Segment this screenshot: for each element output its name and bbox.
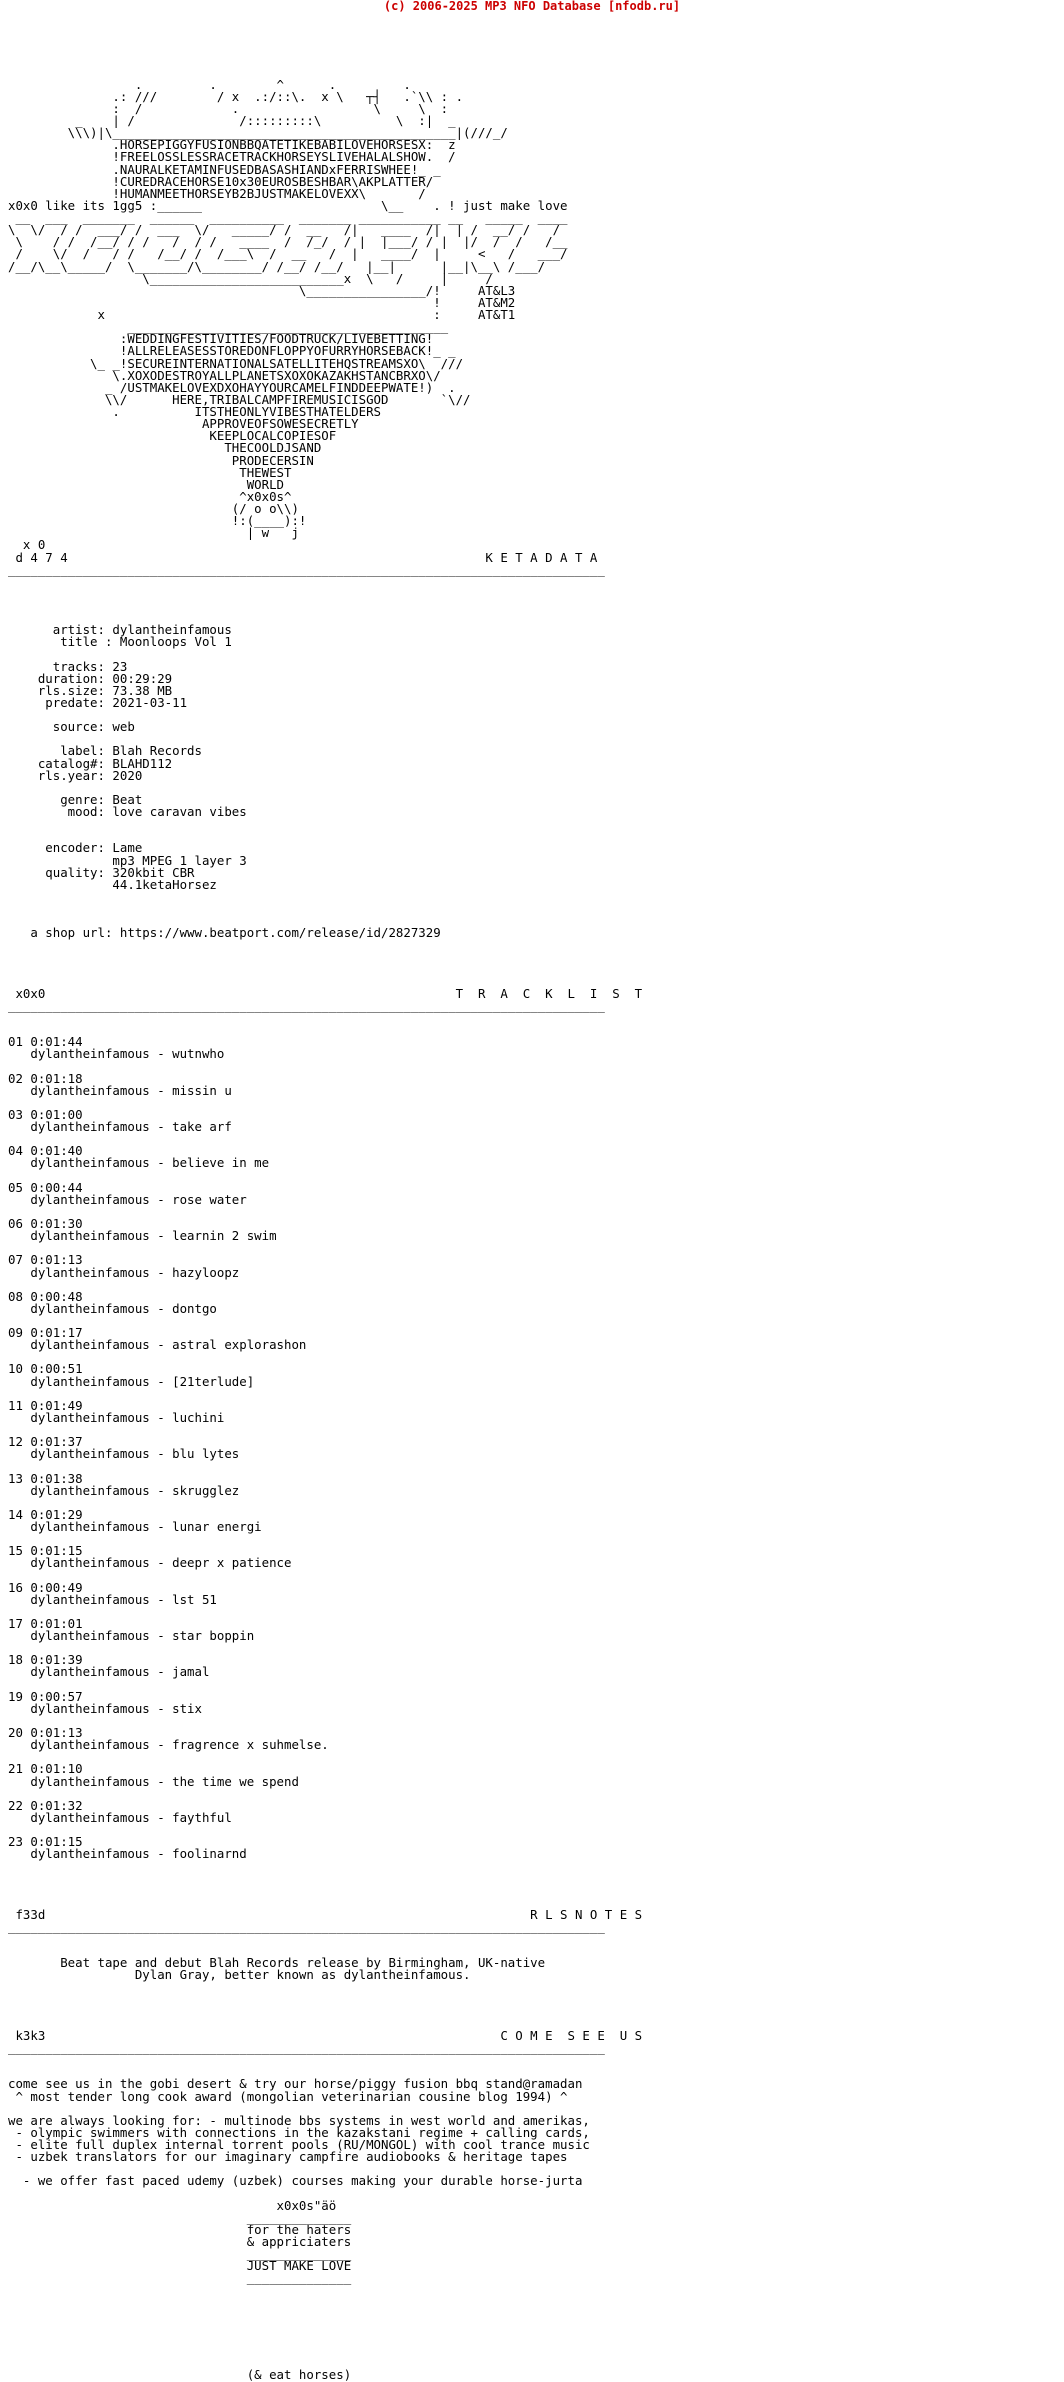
nfo-line [8, 1012, 642, 1024]
nfo-line: 15 0:01:15 [8, 1543, 83, 1559]
nfo-line [8, 1024, 642, 1036]
nfo-line: \________________/! AT&L3 [8, 282, 516, 298]
nfo-line [8, 2309, 642, 2321]
nfo-line: dylantheinfamous - rose water [8, 1191, 247, 1207]
nfo-line: PRODECERSIN [8, 452, 314, 468]
nfo-line: \\\)|\______________________________________________|(///_/ [8, 125, 508, 141]
nfo-line [8, 2054, 642, 2066]
nfo-line: predate: 2021-03-11 [8, 694, 188, 710]
nfo-line: 05 0:00:44 [8, 1179, 83, 1195]
nfo-line [8, 903, 642, 915]
nfo-line: mp3 MPEG 1 layer 3 [8, 852, 247, 868]
nfo-text [8, 6, 642, 2381]
nfo-line: dylantheinfamous - the time we spend [8, 1773, 299, 1789]
nfo-line: ________________________________________________________________________________ [8, 997, 605, 1013]
nfo-line [8, 1824, 642, 1836]
nfo-line: _ | / /:::::::::\ \ :| _ [8, 113, 456, 129]
nfo-line: d 4 7 4 K E T A D A T A [8, 549, 598, 565]
nfo-line: \.XOXODESTROYALLPLANETSXOXOKAZAKHSTANCBRXO\/ [8, 367, 441, 383]
nfo-line: .HORSEPIGGYFUSIONBBQATETIKEBABILOVEHORSESX: z [8, 137, 456, 153]
nfo-line: tracks: 23 [8, 658, 128, 674]
nfo-line: rls.size: 73.38 MB [8, 682, 173, 698]
nfo-line [8, 1097, 642, 1109]
nfo-line [8, 1715, 642, 1727]
nfo-line: \ / / /__/ / / / / / ____ / /_/ / | |___/ / | |/ / / /__ [8, 234, 568, 250]
nfo-line: 23 0:01:15 [8, 1834, 83, 1850]
nfo-line: source: web [8, 719, 135, 735]
nfo-line [8, 1642, 642, 1654]
nfo-line: 13 0:01:38 [8, 1470, 83, 1486]
nfo-line [8, 1885, 642, 1897]
nfo-line[interactable]: a shop url: https://www.beatport.com/release/id/2827329 [8, 925, 441, 941]
nfo-line [8, 1679, 642, 1691]
nfo-line: / \/ / / / /__/ / /___\ / __ / | ____/ | < / ___/ [8, 246, 568, 262]
nfo-line [8, 1133, 642, 1145]
nfo-line: duration: 00:29:29 [8, 670, 173, 686]
nfo-line [8, 1994, 642, 2006]
nfo-line [8, 2333, 642, 2345]
nfo-line [8, 2297, 642, 2309]
nfo-line: 20 0:01:13 [8, 1725, 83, 1741]
nfo-line [8, 1060, 642, 1072]
nfo-line: dylantheinfamous - learnin 2 swim [8, 1228, 277, 1244]
nfo-line: Dylan Gray, better known as dylantheinfamous. [8, 1967, 471, 1983]
nfo-line: 18 0:01:39 [8, 1652, 83, 1668]
nfo-line: catalog#: BLAHD112 [8, 755, 173, 771]
nfo-line: dylantheinfamous - blu lytes [8, 1446, 240, 1462]
nfo-line: dylantheinfamous - missin u [8, 1082, 232, 1098]
nfo-line [8, 2285, 642, 2297]
nfo-line [8, 939, 642, 951]
nfo-line: \__________________________x \ / | / [8, 270, 493, 286]
nfo-line: .: /// / x .:/::\. x \ ┬┤ .`\\ : . [8, 88, 464, 104]
nfo-line: dylantheinfamous - astral explorashon [8, 1337, 307, 1353]
nfo-line: 06 0:01:30 [8, 1216, 83, 1232]
nfo-line: Beat tape and debut Blah Records release by Birmingham, UK-native [8, 1955, 546, 1971]
nfo-line: come see us in the gobi desert & try our horse/piggy fusion bbq stand@ramadan [8, 2076, 583, 2092]
nfodb-copyright-banner: (c) 2006-2025 MP3 NFO Database [nfodb.ru] [383, 0, 681, 13]
nfo-line [8, 6, 642, 18]
nfo-line: ________________________________________________________________________________ [8, 561, 605, 577]
nfo-line: - uzbek translators for our imaginary campfire audiobooks & heritage tapes [8, 2149, 568, 2165]
nfo-line [8, 30, 642, 42]
nfo-line [8, 1242, 642, 1254]
nfo-line: dylantheinfamous - lst 51 [8, 1591, 217, 1607]
nfo-line: | w j [8, 525, 299, 541]
nfo-line: dylantheinfamous - deepr x patience [8, 1555, 292, 1571]
nfo-line [8, 588, 642, 600]
nfo-line: 44.1ketaHorsez [8, 876, 217, 892]
nfo-line: __ ___ _______ ______ __________ _______ ___________ __ _____ ____ [8, 210, 568, 226]
nfo-line [8, 18, 642, 30]
nfo-line: label: Blah Records [8, 743, 202, 759]
nfo-line: x0x0 T R A C K L I S T [8, 985, 643, 1001]
nfo-line: :WEDDINGFESTIVITIES/FOODTRUCK/LIVEBETTING! [8, 331, 434, 347]
nfo-line: THEWEST [8, 464, 292, 480]
nfo-line: 19 0:00:57 [8, 1688, 83, 1704]
nfo-line: quality: 320kbit CBR [8, 864, 195, 880]
nfo-line: for the haters [8, 2221, 352, 2237]
nfo-line: .NAURALKETAMINFUSEDBASASHIANDxFERRISWHEE!_ _ [8, 161, 441, 177]
nfo-line: x 0 [8, 537, 46, 553]
nfo-line: dylantheinfamous - hazyloopz [8, 1264, 240, 1280]
nfo-line: ___________________________________________ [8, 319, 449, 335]
nfo-line [8, 1533, 642, 1545]
nfo-line: . ITSTHEONLYVIBESTHATELDERS [8, 404, 381, 420]
nfo-line [8, 1279, 642, 1291]
nfo-line: & appriciaters [8, 2234, 352, 2250]
nfo-line: \_ _!SECUREINTERNATIONALSATELLITEHQSTREAMSXO\ /// [8, 355, 464, 371]
nfo-line [8, 1460, 642, 1472]
nfo-line: ! AT&M2 [8, 294, 516, 310]
nfo-line: 07 0:01:13 [8, 1252, 83, 1268]
nfo-line: ^x0x0s^ [8, 488, 292, 504]
nfo-line [8, 576, 642, 588]
nfo-line: !ALLRELEASESSTOREDONFLOPPYOFURRYHORSEBACK!_ _ [8, 343, 456, 359]
nfo-line [8, 1388, 642, 1400]
nfo-line: mood: love caravan vibes [8, 804, 247, 820]
nfo-line: dylantheinfamous - luchini [8, 1409, 225, 1425]
nfo-line [8, 2357, 642, 2369]
nfo-line [8, 2006, 642, 2018]
nfo-line: JUST MAKE LOVE [8, 2258, 352, 2274]
nfo-line: 12 0:01:37 [8, 1434, 83, 1450]
nfo-line: ________________________________________________________________________________ [8, 1918, 605, 1934]
nfo-line [8, 818, 642, 830]
nfo-line: dylantheinfamous - [21terlude] [8, 1373, 255, 1389]
nfo-line: THECOOLDJSAND [8, 440, 322, 456]
nfo-line: (& eat horses) [8, 2367, 352, 2382]
nfo-line: dylantheinfamous - dontgo [8, 1300, 217, 1316]
nfo-line: : / . \ \ : [8, 100, 449, 116]
nfo-line: ______________ [8, 2209, 352, 2225]
nfo-line: f33d R L S N O T E S [8, 1906, 643, 1922]
nfo-line: !:(____):! [8, 513, 307, 529]
nfo-line: dylantheinfamous - skrugglez [8, 1482, 240, 1498]
nfo-line [8, 1570, 642, 1582]
nfo-line: 10 0:00:51 [8, 1361, 83, 1377]
nfo-line: 17 0:01:01 [8, 1615, 83, 1631]
nfo-line [8, 964, 642, 976]
nfo-line: APPROVEOFSOWESECRETLY [8, 416, 359, 432]
nfo-line [8, 1351, 642, 1363]
nfo-line: - olympic swimmers with connections in the kazakstani regime + calling cards, [8, 2124, 590, 2140]
nfo-line: /__/\__\_____/ \_______/\________/ /__/ /__/ |__| |__|\__\ /___/ [8, 258, 546, 274]
nfo-line [8, 42, 642, 54]
nfo-line: we are always looking for: - multinode bbs systems in west world and amerikas, [8, 2112, 590, 2128]
nfo-line: 16 0:00:49 [8, 1579, 83, 1595]
nfo-line: !HUMANMEETHORSEYB2BJUSTMAKELOVEXX\ / [8, 185, 426, 201]
nfo-line [8, 1497, 642, 1509]
nfo-line: dylantheinfamous - wutnwho [8, 1046, 225, 1062]
nfo-line: 21 0:01:10 [8, 1761, 83, 1777]
nfo-line [8, 1788, 642, 1800]
nfo-line: ^ most tender long cook award (mongolian veterinarian cousine blog 1994) ^ [8, 2088, 568, 2104]
nfo-line: (/ o o\\) [8, 501, 299, 517]
nfo-line: dylantheinfamous - fragrence x suhmelse. [8, 1737, 329, 1753]
nfo-line: - we offer fast paced udemy (uzbek) courses making your durable horse-jurta [8, 2173, 583, 2189]
nfo-line [8, 891, 642, 903]
nfo-line: k3k3 C O M E S E E U S [8, 2027, 643, 2043]
nfo-line: x0x0 like its 1gg5 :______ \__ . ! just make love [8, 197, 568, 213]
nfo-line: 03 0:01:00 [8, 1106, 83, 1122]
nfo-line: title : Moonloops Vol 1 [8, 634, 232, 650]
nfo-line: x : AT&T1 [8, 307, 516, 323]
nfo-line: WORLD [8, 476, 285, 492]
nfo-line [8, 1606, 642, 1618]
nfo-line: ________________________________________________________________________________ [8, 2040, 605, 2056]
nfo-line: encoder: Lame [8, 840, 143, 856]
nfo-line [8, 600, 642, 612]
nfo-line: _ /USTMAKELOVEXDXOHAYYOURCAMELFINDDEEPWATE!) . [8, 379, 456, 395]
nfo-line: \\/ HERE,TRIBALCAMPFIREMUSICISGOD `\// [8, 391, 471, 407]
nfo-line: 09 0:01:17 [8, 1325, 83, 1341]
nfo-line [8, 951, 642, 963]
nfo-line: dylantheinfamous - take arf [8, 1119, 232, 1135]
nfo-line: dylantheinfamous - foolinarnd [8, 1846, 247, 1862]
nfo-line: genre: Beat [8, 791, 143, 807]
nfo-line: dylantheinfamous - star boppin [8, 1628, 255, 1644]
nfo-line [8, 54, 642, 66]
nfo-line [8, 1424, 642, 1436]
nfo-line [8, 1206, 642, 1218]
nfo-line: KEEPLOCALCOPIESOF [8, 428, 337, 444]
nfo-line: ______________ [8, 2246, 352, 2262]
nfo-line: !FREELOSSLESSRACETRACKHORSEYSLIVEHALALSHOW. / [8, 149, 456, 165]
nfo-line [8, 2321, 642, 2333]
nfo-line: dylantheinfamous - faythful [8, 1809, 232, 1825]
nfo-line: artist: dylantheinfamous [8, 622, 232, 638]
nfo-line: - elite full duplex internal torrent pools (RU/MONGOL) with cool trance music [8, 2137, 590, 2153]
nfo-line: ______________ [8, 2270, 352, 2286]
nfo-line [8, 1751, 642, 1763]
nfo-line: rls.year: 2020 [8, 767, 143, 783]
nfo-line [8, 1315, 642, 1327]
nfo-line: 04 0:01:40 [8, 1143, 83, 1159]
nfo-line [8, 1873, 642, 1885]
nfo-line: dylantheinfamous - jamal [8, 1664, 210, 1680]
nfo-line: 11 0:01:49 [8, 1397, 83, 1413]
nfo-line: dylantheinfamous - believe in me [8, 1155, 270, 1171]
nfo-line [8, 2345, 642, 2357]
nfo-line: \ \/ / / ___/ / ___ \/ _____/ / __ /| ____ /| | / __/ / / [8, 222, 561, 238]
nfo-line: . . ^ . . [8, 76, 411, 92]
nfo-line: 08 0:00:48 [8, 1288, 83, 1304]
nfo-line: dylantheinfamous - lunar energi [8, 1519, 262, 1535]
nfo-line: !CUREDRACEHORSE10x30EUROSBESHBAR\AKPLATTER/ [8, 173, 434, 189]
nfo-line [8, 1933, 642, 1945]
nfo-line [8, 1860, 642, 1872]
nfo-line: 02 0:01:18 [8, 1070, 83, 1086]
nfo-line: x0x0s"äö [8, 2197, 337, 2213]
nfo-line: 22 0:01:32 [8, 1797, 83, 1813]
nfo-line [8, 1170, 642, 1182]
nfo-line: 14 0:01:29 [8, 1506, 83, 1522]
nfo-line: 01 0:01:44 [8, 1034, 83, 1050]
nfo-line [8, 1982, 642, 1994]
nfo-line: dylantheinfamous - stix [8, 1700, 202, 1716]
